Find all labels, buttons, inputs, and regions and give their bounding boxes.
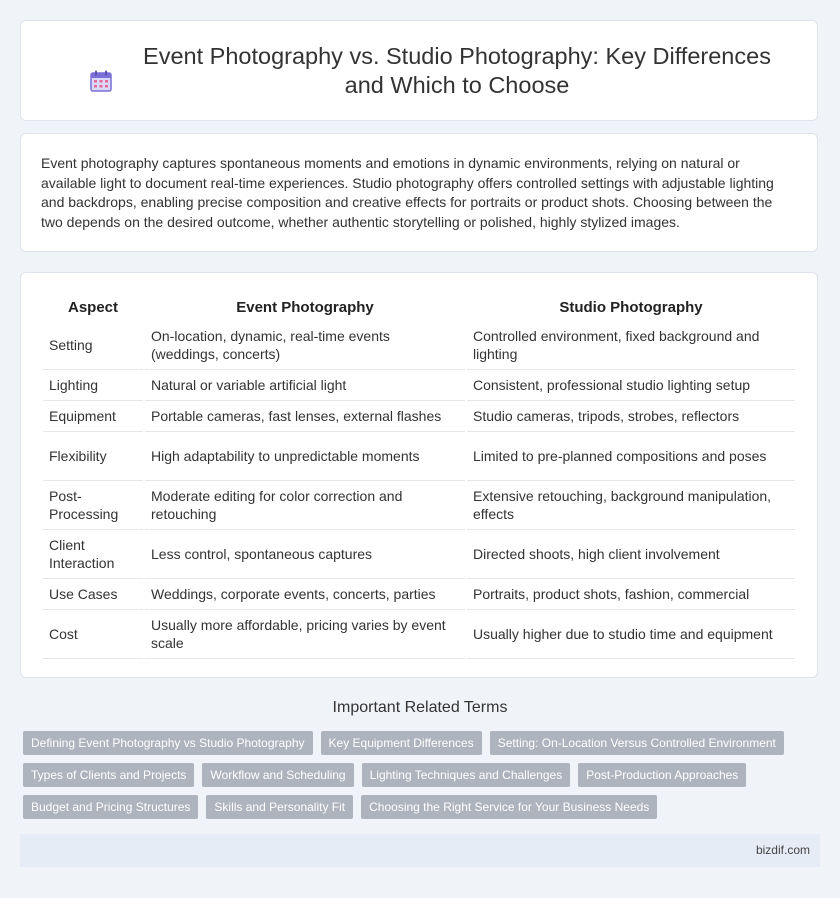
related-term-tag[interactable]: Lighting Techniques and Challenges (362, 763, 571, 787)
footer-site-link[interactable]: bizdif.com (755, 843, 810, 857)
intro-paragraph: Event photography captures spontaneous moments and emotions in dynamic environments, relying on natural or available light to document real-time experiences. Studio photography offers controlled settings with adjustable lighting and backdrops, enabling precise composition and creative effects for portraits or product shots. Choosing between the two depends on the desired outcome, whether authentic storytelling or polished, highly stylized images. (41, 155, 774, 230)
header-event: Event Photography (236, 298, 374, 316)
related-term-tag[interactable]: Skills and Personality Fit (206, 795, 353, 819)
table-header-row (43, 293, 795, 321)
table-row (43, 481, 795, 530)
footer (20, 834, 820, 867)
table-cell: Less control, spontaneous captures (145, 530, 465, 579)
related-term-tag[interactable]: Setting: On-Location Versus Controlled Environment (490, 731, 784, 755)
title-card (20, 20, 818, 121)
table-row (43, 610, 795, 659)
table-cell: Lighting (43, 370, 143, 401)
table-cell: Directed shoots, high client involvement (467, 530, 795, 579)
header-studio: Studio Photography (559, 298, 703, 316)
table-row (43, 370, 795, 401)
related-term-tag[interactable]: Defining Event Photography vs Studio Photography (23, 731, 313, 755)
related-term-tag[interactable]: Types of Clients and Projects (23, 763, 194, 787)
page-title: Event Photography vs. Studio Photography: Key Differences and Which to Choose (143, 42, 771, 98)
header-aspect: Aspect (67, 298, 119, 316)
table-cell: Client Interaction (43, 530, 143, 579)
tag-row (23, 763, 823, 787)
table-cell: Use Cases (43, 579, 143, 610)
table-cell: Setting (43, 321, 143, 370)
tag-row (23, 731, 823, 755)
table-row (43, 321, 795, 370)
related-term-tag[interactable]: Workflow and Scheduling (202, 763, 353, 787)
table-row (43, 530, 795, 579)
table-cell: Portraits, product shots, fashion, commercial (467, 579, 795, 610)
table-cell: Extensive retouching, background manipulation, effects (467, 481, 795, 530)
comparison-table (41, 293, 797, 659)
table-cell: Consistent, professional studio lighting setup (467, 370, 795, 401)
related-term-tag[interactable]: Post-Production Approaches (578, 763, 746, 787)
table-cell: Studio cameras, tripods, strobes, reflectors (467, 401, 795, 432)
related-term-tag[interactable]: Choosing the Right Service for Your Business Needs (361, 795, 657, 819)
table-cell: Usually higher due to studio time and equipment (467, 610, 795, 659)
table-cell: Weddings, corporate events, concerts, parties (145, 579, 465, 610)
table-cell: Controlled environment, fixed background and lighting (467, 321, 795, 370)
related-term-tag[interactable]: Key Equipment Differences (321, 731, 482, 755)
table-row (43, 432, 795, 481)
comparison-card (20, 272, 818, 678)
table-cell: Limited to pre-planned compositions and poses (467, 432, 795, 481)
intro-card (20, 133, 818, 252)
table-cell: Natural or variable artificial light (145, 370, 465, 401)
table-row (43, 401, 795, 432)
table-row (43, 579, 795, 610)
table-cell: Post-Processing (43, 481, 143, 530)
tag-row (23, 795, 823, 819)
calendar-icon (89, 69, 113, 93)
table-cell: Usually more affordable, pricing varies by event scale (145, 610, 465, 659)
table-cell: Cost (43, 610, 143, 659)
table-cell: On-location, dynamic, real-time events (weddings, concerts) (145, 321, 465, 370)
table-cell: Equipment (43, 401, 143, 432)
related-term-tag[interactable]: Budget and Pricing Structures (23, 795, 198, 819)
table-cell: High adaptability to unpredictable moments (145, 432, 465, 481)
related-terms-title: Important Related Terms (332, 699, 508, 716)
table-cell: Moderate editing for color correction and retouching (145, 481, 465, 530)
table-cell: Portable cameras, fast lenses, external flashes (145, 401, 465, 432)
related-terms (23, 731, 823, 827)
table-cell: Flexibility (43, 432, 143, 481)
